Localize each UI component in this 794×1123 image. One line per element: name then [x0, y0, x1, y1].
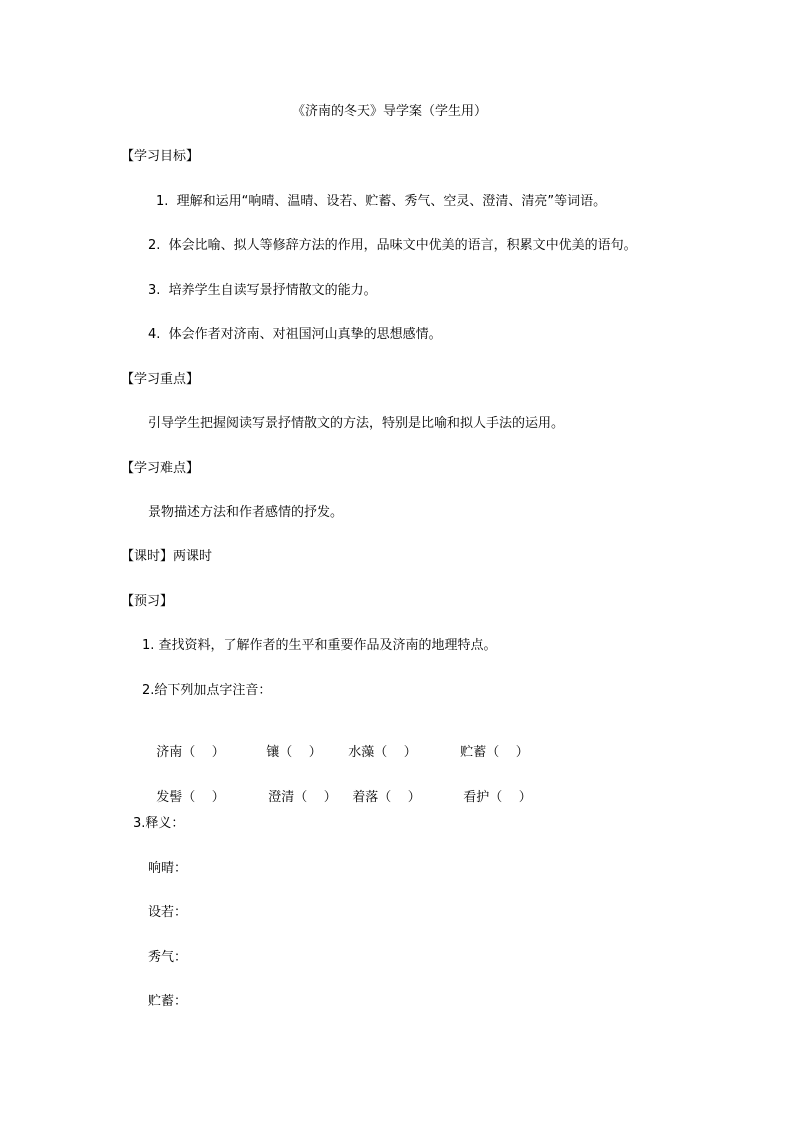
pinyin-blank: 镶（ ） — [266, 745, 322, 760]
pinyin-blank: 水藻（ ） — [348, 745, 417, 760]
preview-item-2: 2.给下列加点字注音： — [142, 683, 272, 698]
document-title: 《济南的冬天》导学案（学生用） — [292, 104, 488, 119]
preview-item-3: 3.释义： — [133, 816, 185, 831]
pinyin-blank: 澄清（ ） — [268, 790, 337, 805]
goal-item-4: 4. 体会作者对济南、对祖国河山真挚的思想感情。 — [148, 327, 442, 342]
pinyin-row-1 — [148, 726, 529, 762]
term-item: 设若： — [148, 905, 188, 920]
section-heading-focus: 【学习重点】 — [121, 372, 200, 387]
pinyin-blank: 发髻（ ） — [156, 790, 225, 805]
term-item: 贮蓄： — [148, 994, 188, 1009]
pinyin-blank: 贮蓄（ ） — [460, 745, 529, 760]
focus-text: 引导学生把握阅读写景抒情散文的方法，特别是比喻和拟人手法的运用。 — [148, 416, 565, 431]
goal-item-3: 3. 培养学生自读写景抒情散文的能力。 — [148, 283, 377, 298]
difficulty-text: 景物描述方法和作者感情的抒发。 — [148, 505, 344, 520]
pinyin-row-2 — [148, 771, 532, 807]
goal-item-2: 2. 体会比喻、拟人等修辞方法的作用，品味文中优美的语言，积累文中优美的语句。 — [148, 238, 637, 253]
section-heading-period: 【课时】两课时 — [121, 549, 213, 564]
pinyin-blank: 着落（ ） — [352, 790, 421, 805]
term-item: 响晴： — [148, 861, 188, 876]
term-item: 秀气： — [148, 950, 188, 965]
section-heading-difficulty: 【学习难点】 — [121, 461, 200, 476]
section-heading-preview: 【预习】 — [121, 594, 174, 609]
preview-item-1: 1. 查找资料，了解作者的生平和重要作品及济南的地理特点。 — [142, 638, 497, 653]
pinyin-blank: 济南（ ） — [156, 745, 225, 760]
section-heading-goals: 【学习目标】 — [121, 149, 200, 164]
pinyin-blank: 看护（ ） — [463, 790, 532, 805]
goal-item-1: 1. 理解和运用“响晴、温晴、设若、贮蓄、秀气、空灵、澄清、清亮”等词语。 — [156, 194, 607, 209]
